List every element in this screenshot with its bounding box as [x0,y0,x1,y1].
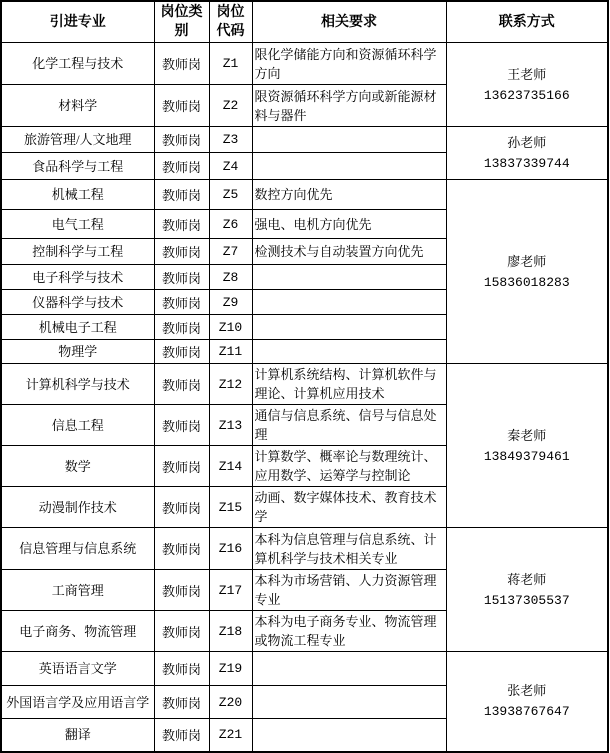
contact-phone: 13623735166 [483,87,570,103]
category-cell: 教师岗 [154,570,209,611]
requirement-cell: 本科为市场营销、人力资源管理专业 [252,570,446,611]
requirement-cell [252,340,446,364]
requirement-cell [252,719,446,752]
category-cell: 教师岗 [154,446,209,487]
contact-cell [446,180,608,364]
major-cell: 英语语言文学 [1,652,154,686]
code-cell: Z10 [209,315,252,340]
category-cell: 教师岗 [154,265,209,290]
contact-phone: 13938767647 [483,704,570,720]
code-cell: Z14 [209,446,252,487]
contact-phone: 13849379461 [483,448,570,464]
contact-name: 廖老师 [507,253,547,269]
code-cell: Z6 [209,210,252,239]
requirement-cell: 检测技术与自动装置方向优先 [252,239,446,265]
table-row [1,652,608,686]
code-cell: Z4 [209,153,252,180]
code-cell: Z20 [209,686,252,719]
major-cell: 计算机科学与技术 [1,364,154,405]
category-cell: 教师岗 [154,611,209,652]
code-cell: Z8 [209,265,252,290]
category-cell: 教师岗 [154,686,209,719]
category-cell: 教师岗 [154,127,209,153]
category-cell: 教师岗 [154,210,209,239]
table-row [1,528,608,570]
code-cell: Z17 [209,570,252,611]
category-cell: 教师岗 [154,719,209,752]
contact-name: 蒋老师 [507,571,547,587]
requirement-cell: 动画、数字媒体技术、教育技术学 [252,487,446,528]
major-cell: 控制科学与工程 [1,239,154,265]
contact-cell [446,652,608,752]
code-cell: Z13 [209,405,252,446]
code-cell: Z11 [209,340,252,364]
table-row [1,180,608,210]
contact-cell [446,43,608,127]
major-cell: 信息工程 [1,405,154,446]
major-cell: 翻译 [1,719,154,752]
category-cell: 教师岗 [154,290,209,315]
requirement-cell: 本科为信息管理与信息系统、计算机科学与技术相关专业 [252,528,446,570]
category-cell: 教师岗 [154,652,209,686]
major-cell: 工商管理 [1,570,154,611]
contact-name: 王老师 [507,66,547,82]
code-cell: Z9 [209,290,252,315]
header-cell-category: 岗位类别 [154,1,209,43]
requirement-cell: 数控方向优先 [252,180,446,210]
contact-name: 秦老师 [507,427,547,443]
requirement-cell [252,686,446,719]
major-cell: 电子商务、物流管理 [1,611,154,652]
requirement-cell: 计算数学、概率论与数理统计、应用数学、运筹学与控制论 [252,446,446,487]
category-cell: 教师岗 [154,528,209,570]
category-cell: 教师岗 [154,43,209,85]
major-cell: 仪器科学与技术 [1,290,154,315]
code-cell: Z7 [209,239,252,265]
header-cell-major: 引进专业 [1,1,154,43]
major-cell: 机械工程 [1,180,154,210]
major-cell: 机械电子工程 [1,315,154,340]
header-cell-code: 岗位代码 [209,1,252,43]
major-cell: 物理学 [1,340,154,364]
requirement-cell [252,652,446,686]
contact-cell [446,127,608,180]
contact-phone: 15836018283 [483,274,570,290]
contact-phone: 13837339744 [483,156,570,171]
category-cell: 教师岗 [154,340,209,364]
code-cell: Z2 [209,85,252,127]
table-row [1,43,608,85]
contact-cell [446,364,608,528]
code-cell: Z18 [209,611,252,652]
major-cell: 材料学 [1,85,154,127]
major-cell: 食品科学与工程 [1,153,154,180]
requirement-cell: 限化学储能方向和资源循环科学方向 [252,43,446,85]
category-cell: 教师岗 [154,153,209,180]
contact-name: 张老师 [507,683,547,699]
table-header-row [1,1,608,43]
major-cell: 数学 [1,446,154,487]
major-cell: 旅游管理/人文地理 [1,127,154,153]
code-cell: Z12 [209,364,252,405]
requirement-cell [252,265,446,290]
major-cell: 电气工程 [1,210,154,239]
requirement-cell [252,315,446,340]
code-cell: Z15 [209,487,252,528]
requirement-cell [252,127,446,153]
contact-name: 孙老师 [507,135,547,150]
requirement-cell: 计算机系统结构、计算机软件与理论、计算机应用技术 [252,364,446,405]
major-cell: 外国语言学及应用语言学 [1,686,154,719]
code-cell: Z21 [209,719,252,752]
category-cell: 教师岗 [154,405,209,446]
category-cell: 教师岗 [154,315,209,340]
contact-phone: 15137305537 [483,592,570,608]
category-cell: 教师岗 [154,487,209,528]
code-cell: Z19 [209,652,252,686]
category-cell: 教师岗 [154,85,209,127]
code-cell: Z5 [209,180,252,210]
table-row [1,127,608,153]
contact-cell [446,528,608,652]
header-cell-requirement: 相关要求 [252,1,446,43]
category-cell: 教师岗 [154,364,209,405]
requirement-cell: 限资源循环科学方向或新能源材料与器件 [252,85,446,127]
requirement-cell: 本科为电子商务专业、物流管理或物流工程专业 [252,611,446,652]
requirement-cell [252,153,446,180]
category-cell: 教师岗 [154,239,209,265]
requirement-cell: 强电、电机方向优先 [252,210,446,239]
major-cell: 电子科学与技术 [1,265,154,290]
table-row [1,364,608,405]
header-cell-contact: 联系方式 [446,1,608,43]
requirement-cell [252,290,446,315]
major-cell: 化学工程与技术 [1,43,154,85]
code-cell: Z16 [209,528,252,570]
code-cell: Z3 [209,127,252,153]
major-cell: 信息管理与信息系统 [1,528,154,570]
major-cell: 动漫制作技术 [1,487,154,528]
requirement-cell: 通信与信息系统、信号与信息处理 [252,405,446,446]
category-cell: 教师岗 [154,180,209,210]
code-cell: Z1 [209,43,252,85]
